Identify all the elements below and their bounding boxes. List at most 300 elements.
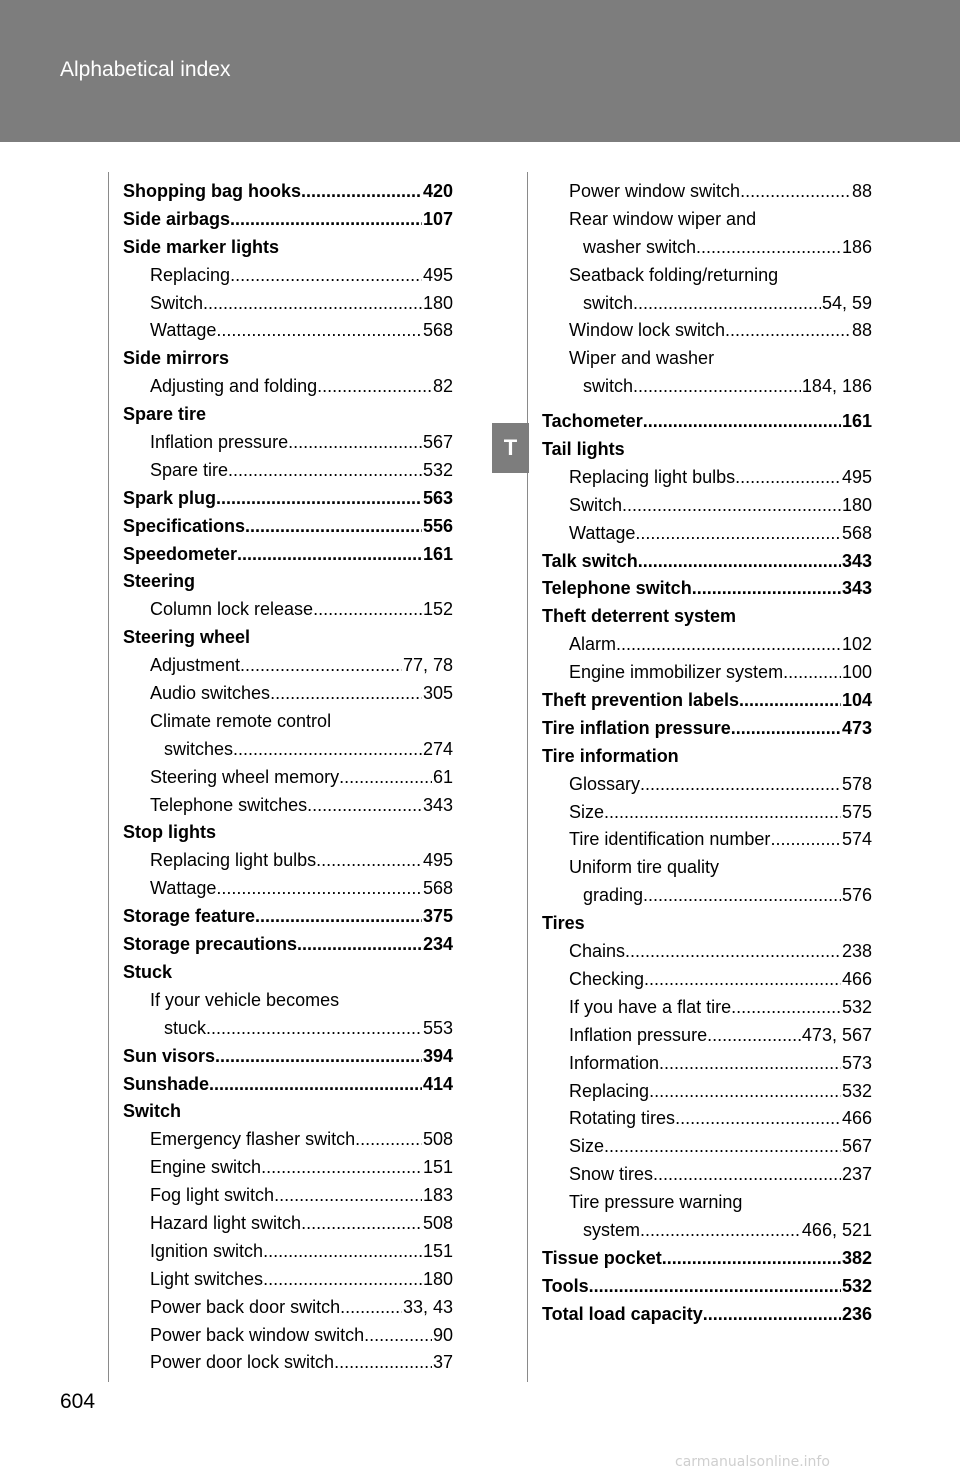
- index-entry: [542, 290, 872, 318]
- index-entry: [542, 575, 872, 603]
- index-page-ref: 152: [422, 599, 453, 620]
- leader-dots: [245, 513, 422, 541]
- index-page-ref: 37: [432, 1352, 453, 1373]
- section-tab: T: [492, 423, 529, 473]
- leader-dots: [263, 1266, 422, 1294]
- index-term: Tires: [542, 913, 585, 934]
- index-page-ref: 466, 521: [801, 1219, 872, 1240]
- leader-dots: [692, 575, 841, 603]
- index-term: Tissue pocket: [542, 1247, 662, 1268]
- index-entry: [123, 764, 453, 792]
- index-term: Fog light switch: [150, 1185, 275, 1206]
- index-entry: [123, 1210, 453, 1238]
- index-page-ref: 100: [841, 662, 872, 683]
- index-page-ref: 553: [422, 1017, 453, 1038]
- leader-dots: [228, 457, 422, 485]
- leader-dots: [770, 826, 841, 854]
- leader-dots: [625, 938, 841, 966]
- watermark: carmanualsonline.info: [675, 1454, 830, 1470]
- index-term: switch: [583, 292, 634, 313]
- index-term: grading: [583, 885, 644, 906]
- leader-dots: [230, 206, 422, 234]
- leader-dots: [731, 715, 841, 743]
- index-entry: [542, 1105, 872, 1133]
- index-page-ref: 375: [422, 906, 453, 927]
- index-entry: [542, 994, 872, 1022]
- leader-dots: [255, 903, 422, 931]
- index-term: Tire identification number: [569, 829, 771, 850]
- index-entry: [123, 401, 453, 429]
- index-term: Information: [569, 1052, 660, 1073]
- index-term: Column lock release: [150, 599, 314, 620]
- index-entry: [123, 708, 453, 736]
- leader-dots: [589, 1273, 841, 1301]
- index-entry: [542, 771, 872, 799]
- index-term: Replacing: [569, 1080, 650, 1101]
- index-term: Replacing light bulbs: [569, 466, 736, 487]
- index-page-ref: 305: [422, 683, 453, 704]
- index-page-ref: 578: [841, 773, 872, 794]
- index-page-ref: 184, 186: [801, 376, 872, 397]
- index-entry: [123, 234, 453, 262]
- index-term: Hazard light switch: [150, 1212, 302, 1233]
- index-page-ref: 508: [422, 1212, 453, 1233]
- index-page-ref: 495: [422, 264, 453, 285]
- index-entry: [542, 799, 872, 827]
- leader-dots: [783, 659, 841, 687]
- index-page-ref: 466: [841, 1108, 872, 1129]
- index-entry: [123, 290, 453, 318]
- index-entry: [542, 743, 872, 771]
- index-entry: [123, 931, 453, 959]
- index-term: Theft deterrent system: [542, 606, 737, 627]
- index-page-ref: 532: [841, 1080, 872, 1101]
- index-term: Shopping bag hooks: [123, 181, 301, 201]
- leader-dots: [233, 736, 422, 764]
- index-term: Adjusting and folding: [150, 376, 318, 397]
- index-entry: [123, 792, 453, 820]
- index-entry: [542, 262, 872, 290]
- index-entry: [542, 826, 872, 854]
- index-entry: [542, 520, 872, 548]
- leader-dots: [270, 680, 422, 708]
- leader-dots: [364, 1322, 432, 1350]
- index-page-ref: 343: [422, 794, 453, 815]
- index-term: Power back window switch: [150, 1324, 365, 1345]
- index-entry: [123, 457, 453, 485]
- index-term: Size: [569, 1136, 605, 1157]
- page-number: 604: [60, 1390, 96, 1413]
- index-page-ref: 180: [841, 494, 872, 515]
- index-term: Telephone switches: [150, 794, 308, 815]
- index-page-ref: 473: [841, 717, 872, 738]
- index-term: Specifications: [123, 515, 246, 536]
- index-page-ref: 88: [851, 181, 872, 201]
- leader-dots: [339, 764, 432, 792]
- index-entry: [123, 596, 453, 624]
- index-page-ref: 567: [841, 1136, 872, 1157]
- index-page-ref: 575: [841, 801, 872, 822]
- index-entry: [542, 659, 872, 687]
- index-entry: [123, 1266, 453, 1294]
- leader-dots: [334, 1349, 432, 1377]
- index-term: Power door lock switch: [150, 1352, 335, 1373]
- index-page-ref: 532: [841, 996, 872, 1017]
- index-term: Rear window wiper and: [569, 208, 757, 229]
- index-entry: [123, 1126, 453, 1154]
- leader-dots: [216, 317, 422, 345]
- index-entry: [542, 345, 872, 373]
- leader-dots: [288, 429, 422, 457]
- leader-dots: [297, 931, 422, 959]
- index-term: Wiper and washer: [569, 348, 715, 369]
- index-entry: [542, 1161, 872, 1189]
- index-term: Spare tire: [150, 459, 229, 480]
- index-page-ref: 573: [841, 1052, 872, 1073]
- index-page-ref: 473, 567: [801, 1024, 872, 1045]
- index-term: Tail lights: [542, 439, 625, 460]
- index-entry: [542, 1189, 872, 1217]
- leader-dots: [633, 290, 821, 318]
- leader-dots: [731, 994, 841, 1022]
- index-term: Switch: [569, 494, 623, 515]
- section-gap: [542, 401, 872, 408]
- leader-dots: [659, 1050, 841, 1078]
- index-term: Side marker lights: [123, 236, 280, 257]
- leader-dots: [240, 652, 402, 680]
- leader-dots: [274, 1182, 422, 1210]
- index-term: Wattage: [150, 878, 217, 899]
- index-entry: [123, 1182, 453, 1210]
- index-entry: [123, 1071, 453, 1099]
- index-page-ref: 186: [841, 236, 872, 257]
- leader-dots: [696, 234, 841, 262]
- index-term: Light switches: [150, 1268, 264, 1289]
- index-term: Stop lights: [123, 822, 216, 843]
- leader-dots: [237, 541, 422, 569]
- leader-dots: [355, 1126, 422, 1154]
- index-entry: [123, 1322, 453, 1350]
- index-term: Power window switch: [569, 181, 741, 201]
- index-term: Tire pressure warning: [569, 1192, 743, 1213]
- index-page-ref: 180: [422, 292, 453, 313]
- index-page-ref: 576: [841, 885, 872, 906]
- index-term: system: [583, 1219, 641, 1240]
- index-term: Spare tire: [123, 404, 207, 425]
- index-page-ref: 234: [422, 934, 453, 955]
- index-term: Tire inflation pressure: [542, 717, 731, 738]
- index-term: Storage feature: [123, 906, 256, 927]
- index-page-ref: 508: [422, 1129, 453, 1150]
- index-entry: [542, 603, 872, 631]
- index-page-ref: 238: [841, 941, 872, 962]
- index-term: Sunshade: [123, 1073, 210, 1094]
- index-entry: [123, 541, 453, 569]
- index-page-ref: 274: [422, 738, 453, 759]
- index-page-ref: 420: [422, 181, 453, 201]
- index-entry: [123, 1349, 453, 1377]
- leader-dots: [739, 687, 841, 715]
- leader-dots: [653, 1161, 841, 1189]
- index-entry: [123, 1294, 453, 1322]
- index-entry: [123, 373, 453, 401]
- index-entry: [123, 987, 453, 1015]
- index-page-ref: 33, 43: [402, 1296, 453, 1317]
- left-column-rule: [108, 172, 109, 1382]
- index-page-ref: 77, 78: [402, 655, 453, 676]
- index-term: Snow tires: [569, 1164, 654, 1185]
- leader-dots: [622, 492, 841, 520]
- index-entry: [123, 513, 453, 541]
- leader-dots: [638, 548, 841, 576]
- index-term: Chains: [569, 941, 626, 962]
- index-entry: [542, 882, 872, 910]
- index-term: Wattage: [150, 320, 217, 341]
- index-entry: [542, 938, 872, 966]
- index-entry: [123, 736, 453, 764]
- index-entry: [542, 1078, 872, 1106]
- index-page-ref: 161: [841, 411, 872, 432]
- leader-dots: [604, 1133, 841, 1161]
- index-page-ref: 151: [422, 1240, 453, 1261]
- index-entry: [542, 408, 872, 436]
- leader-dots: [649, 1078, 841, 1106]
- index-entry: [542, 1133, 872, 1161]
- index-entry: [542, 854, 872, 882]
- index-entry: [542, 178, 872, 206]
- index-term: Total load capacity: [542, 1303, 703, 1324]
- index-page-ref: 343: [841, 578, 872, 599]
- leader-dots: [675, 1105, 841, 1133]
- index-page-ref: 563: [422, 487, 453, 508]
- leader-dots: [261, 1154, 422, 1182]
- index-entry: [542, 206, 872, 234]
- leader-dots: [725, 317, 851, 345]
- leader-dots: [707, 1022, 801, 1050]
- index-entry: [542, 715, 872, 743]
- index-entry: [542, 1273, 872, 1301]
- leader-dots: [209, 1071, 422, 1099]
- index-page-ref: 102: [841, 634, 872, 655]
- header-title: Alphabetical index: [60, 58, 231, 81]
- index-page-ref: 82: [432, 376, 453, 397]
- index-entry: [123, 568, 453, 596]
- index-entry: [542, 687, 872, 715]
- index-entry: [542, 492, 872, 520]
- index-entry: [123, 429, 453, 457]
- index-entry: [123, 680, 453, 708]
- leader-dots: [301, 1210, 422, 1238]
- index-term: Ignition switch: [150, 1240, 264, 1261]
- leader-dots: [216, 875, 422, 903]
- index-entry: [123, 345, 453, 373]
- index-term: Replacing light bulbs: [150, 850, 317, 871]
- index-entry: [123, 624, 453, 652]
- index-term: switch: [583, 376, 634, 397]
- index-page-ref: 532: [841, 1275, 872, 1296]
- index-term: washer switch: [583, 236, 697, 257]
- index-entry: [123, 1238, 453, 1266]
- index-term: Window lock switch: [569, 320, 726, 341]
- index-page-ref: 104: [841, 690, 872, 711]
- index-page-ref: 183: [422, 1185, 453, 1206]
- index-entry: [542, 436, 872, 464]
- leader-dots: [643, 408, 841, 436]
- leader-dots: [643, 882, 841, 910]
- index-page-ref: 151: [422, 1157, 453, 1178]
- leader-dots: [203, 290, 422, 318]
- index-term: Telephone switch: [542, 578, 692, 599]
- index-page-ref: 343: [841, 550, 872, 571]
- index-term: stuck: [164, 1017, 207, 1038]
- index-term: Alarm: [569, 634, 617, 655]
- leader-dots: [633, 373, 801, 401]
- index-term: Engine immobilizer system: [569, 662, 784, 683]
- index-entry: [542, 1050, 872, 1078]
- index-term: Adjustment: [150, 655, 241, 676]
- index-page-ref: 88: [851, 320, 872, 341]
- index-page-ref: 54, 59: [821, 292, 872, 313]
- index-term: Inflation pressure: [569, 1024, 708, 1045]
- index-entry: [123, 819, 453, 847]
- index-entry: [542, 1301, 872, 1329]
- index-entry: [123, 1154, 453, 1182]
- index-entry: [123, 178, 453, 206]
- index-term: Talk switch: [542, 550, 638, 571]
- index-entry: [123, 652, 453, 680]
- index-term: If your vehicle becomes: [150, 989, 340, 1010]
- index-column-left: [123, 178, 453, 1377]
- index-term: Spark plug: [123, 487, 217, 508]
- index-term: Audio switches: [150, 683, 271, 704]
- index-entry: [542, 464, 872, 492]
- index-entry: [542, 1022, 872, 1050]
- leader-dots: [640, 771, 841, 799]
- leader-dots: [317, 373, 432, 401]
- index-term: Speedometer: [123, 543, 238, 564]
- index-entry: [542, 373, 872, 401]
- index-term: Emergency flasher switch: [150, 1129, 356, 1150]
- leader-dots: [215, 1043, 422, 1071]
- leader-dots: [316, 847, 422, 875]
- index-page-ref: 556: [422, 515, 453, 536]
- index-term: Tachometer: [542, 411, 643, 432]
- index-term: Sun visors: [123, 1045, 216, 1066]
- leader-dots: [616, 631, 841, 659]
- index-entry: [542, 1217, 872, 1245]
- index-term: switches: [164, 738, 234, 759]
- index-term: Side mirrors: [123, 348, 230, 369]
- index-entry: [542, 317, 872, 345]
- index-term: Switch: [150, 292, 204, 313]
- index-page-ref: 532: [422, 459, 453, 480]
- index-term: Tools: [542, 1275, 589, 1296]
- index-term: Side airbags: [123, 208, 231, 229]
- index-term: Checking: [569, 968, 645, 989]
- index-term: Glossary: [569, 773, 641, 794]
- index-term: Size: [569, 801, 605, 822]
- index-page-ref: 382: [841, 1247, 872, 1268]
- leader-dots: [604, 799, 841, 827]
- leader-dots: [640, 1217, 801, 1245]
- index-page-ref: 567: [422, 432, 453, 453]
- index-entry: [123, 847, 453, 875]
- index-term: Wattage: [569, 522, 636, 543]
- leader-dots: [635, 520, 841, 548]
- leader-dots: [313, 596, 422, 624]
- index-entry: [123, 206, 453, 234]
- index-page-ref: 180: [422, 1268, 453, 1289]
- index-entry: [123, 317, 453, 345]
- page-header: [0, 0, 960, 142]
- leader-dots: [307, 792, 422, 820]
- index-entry: [542, 1245, 872, 1273]
- index-entry: [123, 1043, 453, 1071]
- leader-dots: [230, 262, 422, 290]
- index-entry: [542, 910, 872, 938]
- index-entry: [123, 485, 453, 513]
- leader-dots: [301, 178, 422, 206]
- leader-dots: [263, 1238, 422, 1266]
- index-term: Steering: [123, 571, 196, 592]
- index-entry: [542, 548, 872, 576]
- index-page-ref: 568: [422, 878, 453, 899]
- index-term: Theft prevention labels: [542, 690, 740, 711]
- leader-dots: [740, 178, 851, 206]
- index-entry: [123, 959, 453, 987]
- index-page-ref: 237: [841, 1164, 872, 1185]
- index-entry: [123, 1098, 453, 1126]
- index-term: Inflation pressure: [150, 432, 289, 453]
- index-page-ref: 568: [841, 522, 872, 543]
- leader-dots: [662, 1245, 841, 1273]
- index-page-ref: 414: [422, 1073, 453, 1094]
- index-term: Switch: [123, 1101, 182, 1122]
- index-term: Tire information: [542, 745, 679, 766]
- leader-dots: [206, 1015, 422, 1043]
- leader-dots: [735, 464, 841, 492]
- index-page-ref: 568: [422, 320, 453, 341]
- index-page-ref: 394: [422, 1045, 453, 1066]
- index-term: Storage precautions: [123, 934, 298, 955]
- index-entry: [542, 631, 872, 659]
- index-entry: [542, 966, 872, 994]
- index-column-right: [542, 178, 872, 1329]
- index-entry: [123, 903, 453, 931]
- index-term: Seatback folding/returning: [569, 264, 779, 285]
- index-page-ref: 61: [432, 766, 453, 787]
- index-entry: [123, 262, 453, 290]
- index-entry: [542, 234, 872, 262]
- index-term: Replacing: [150, 264, 231, 285]
- leader-dots: [216, 485, 422, 513]
- index-page-ref: 495: [422, 850, 453, 871]
- index-term: If you have a flat tire: [569, 996, 732, 1017]
- index-term: Power back door switch: [150, 1296, 341, 1317]
- index-term: Steering wheel: [123, 627, 251, 648]
- index-term: Rotating tires: [569, 1108, 676, 1129]
- right-column-rule: [527, 172, 528, 1382]
- index-entry: [123, 875, 453, 903]
- index-page-ref: 107: [422, 208, 453, 229]
- index-term: Stuck: [123, 961, 173, 982]
- index-page-ref: 574: [841, 829, 872, 850]
- index-page-ref: 495: [841, 466, 872, 487]
- index-page-ref: 466: [841, 968, 872, 989]
- leader-dots: [340, 1294, 402, 1322]
- index-term: Engine switch: [150, 1157, 262, 1178]
- index-term: Climate remote control: [150, 710, 332, 731]
